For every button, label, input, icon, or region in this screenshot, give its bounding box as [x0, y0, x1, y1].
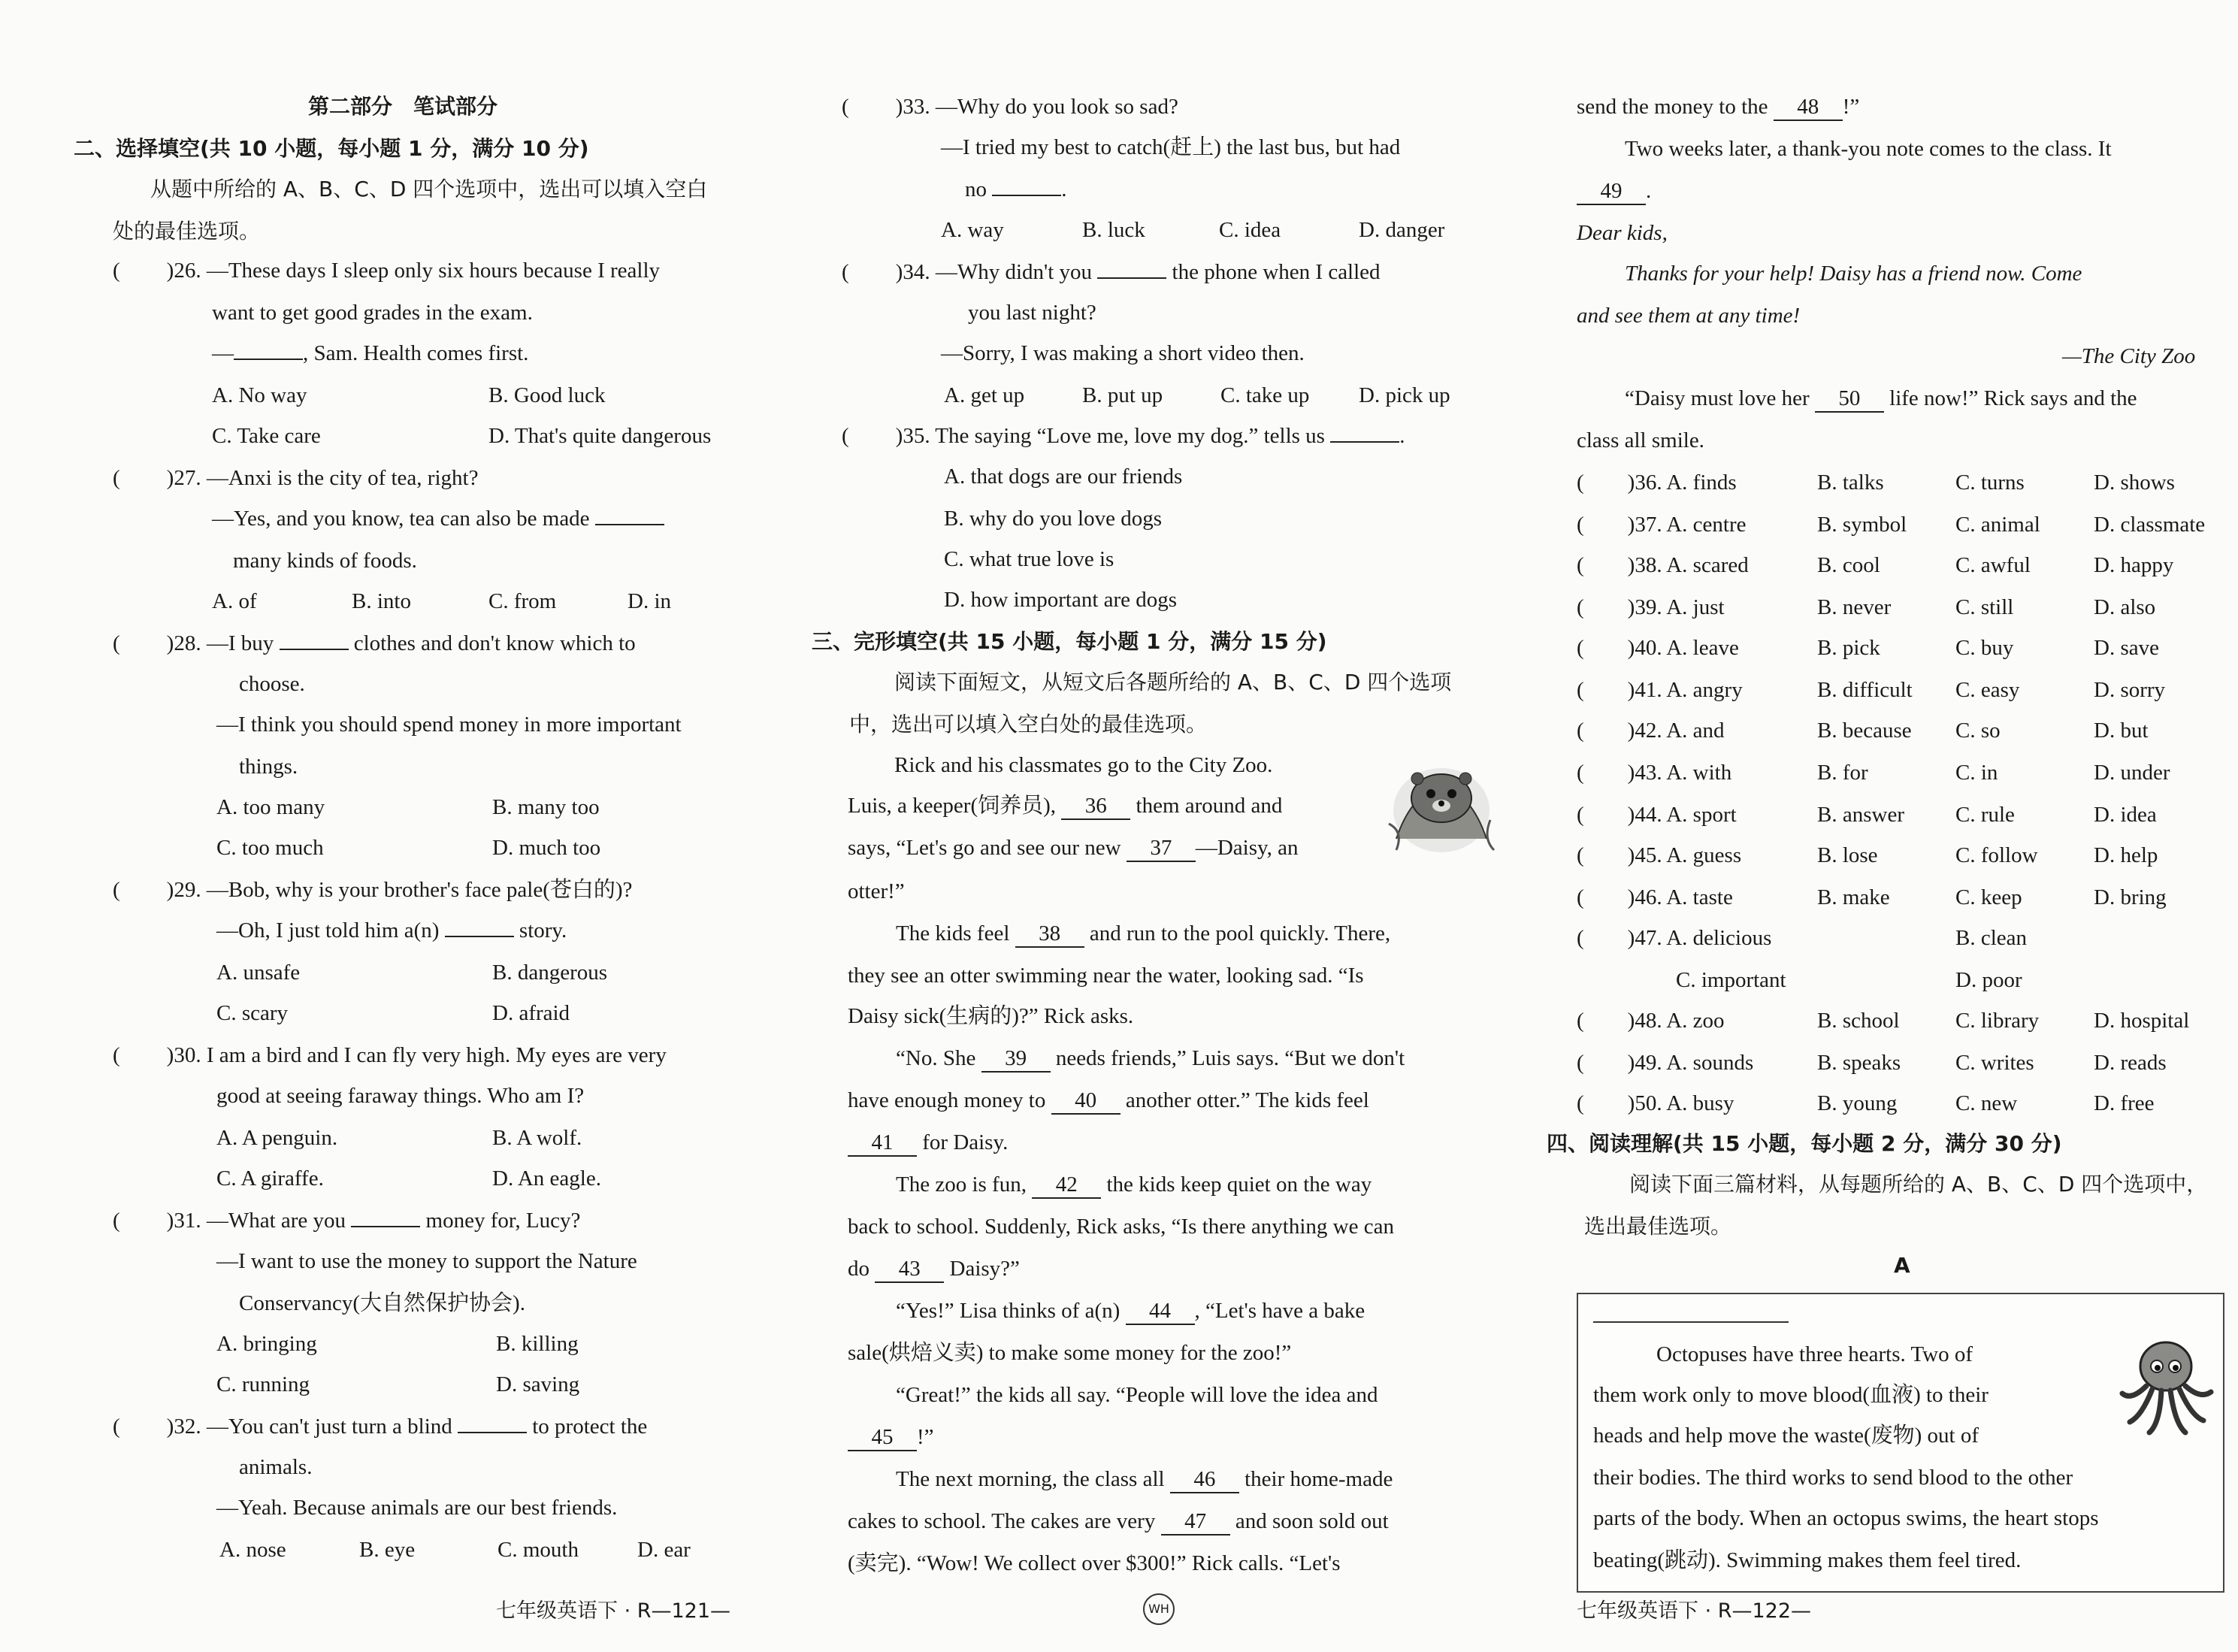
passage-line: back to school. Suddenly, Rick asks, “Is there anything we can	[848, 1215, 1394, 1239]
answer-blank[interactable]	[1097, 277, 1166, 279]
option-b[interactable]: B. answer	[1817, 803, 1904, 827]
option-d[interactable]: D. bring	[2094, 885, 2167, 909]
answer-blank-48[interactable]: 48	[1774, 94, 1843, 121]
option-row-46[interactable]: ( )46. A. taste	[1577, 885, 1733, 909]
option-row-36[interactable]: ( )36. A. finds	[1577, 470, 1737, 495]
question-34-cont: you last night?	[968, 301, 1096, 325]
question-27-response: —Yes, and you know, tea can also be made	[212, 504, 664, 534]
option-b[interactable]: B. many too	[492, 795, 600, 819]
answer-blank[interactable]	[445, 936, 514, 937]
option-c[interactable]: C. so	[1955, 719, 2001, 743]
option-c[interactable]: C. in	[1955, 761, 1998, 785]
answer-blank[interactable]	[992, 195, 1061, 196]
section-4-instructions-cont: 选出最佳选项。	[1584, 1214, 1732, 1239]
passage-line: sale(烘焙义卖) to make some money for the zoo!”	[848, 1341, 1292, 1365]
passage-line: “Great!” the kids all say. “People will love the idea and	[896, 1383, 1378, 1407]
option-a[interactable]: A. No way	[212, 383, 307, 407]
passage-line: otter!”	[848, 879, 905, 903]
section-2-title: 二、选择填空(共 10 小题，每小题 1 分，满分 10 分)	[74, 136, 589, 161]
answer-blank-44[interactable]: 44	[1126, 1298, 1195, 1325]
answer-blank[interactable]	[280, 649, 349, 650]
question-26: ( )26. —These days I sleep only six hours because I really	[113, 259, 661, 283]
option-d[interactable]: D. idea	[2094, 803, 2157, 827]
passage-line: class all smile.	[1577, 428, 1704, 452]
question-32-response: —Yeah. Because animals are our best friends.	[216, 1496, 618, 1520]
option-row-38[interactable]: ( )38. A. scared	[1577, 553, 1749, 577]
option-d[interactable]: D. saving	[496, 1372, 580, 1396]
option-d[interactable]: D. under	[2094, 761, 2170, 785]
passage-line: The next morning, the class all 46 their home-made	[896, 1464, 1393, 1494]
page-footer-left: 七年级英语下 · R—121—	[496, 1599, 731, 1623]
note-body-cont: and see them at any time!	[1577, 304, 1801, 328]
question-30-cont: good at seeing faraway things. Who am I?	[216, 1084, 585, 1108]
option-d[interactable]: D. also	[2094, 595, 2156, 619]
option-row-45[interactable]: ( )45. A. guess	[1577, 843, 1742, 867]
option-b[interactable]: B. into	[352, 589, 411, 613]
question-29-response: —Oh, I just told him a(n) story.	[216, 918, 567, 942]
passage-line: “Yes!” Lisa thinks of a(n) 44 , “Let's have a bake	[896, 1296, 1365, 1326]
option-b[interactable]: B. lose	[1817, 843, 1878, 867]
answer-blank[interactable]	[458, 1432, 527, 1433]
question-26-cont: want to get good grades in the exam.	[212, 301, 533, 325]
answer-blank-42[interactable]: 42	[1032, 1172, 1101, 1199]
question-33-cont: no .	[965, 177, 1067, 201]
question-31: ( )31. —What are you money for, Lucy?	[113, 1209, 581, 1233]
option-d[interactable]: D. shows	[2094, 470, 2175, 495]
octopus-icon	[2116, 1333, 2215, 1439]
option-row-39[interactable]: ( )39. A. just	[1577, 595, 1725, 619]
option-d[interactable]: D. how important are dogs	[944, 588, 1178, 612]
option-c[interactable]: C. buy	[1955, 636, 2014, 660]
option-a[interactable]: A. that dogs are our friends	[944, 464, 1183, 489]
note-greeting: Dear kids,	[1577, 221, 1668, 245]
passage-line: they see an otter swimming near the water, looking sad. “Is	[848, 964, 1364, 988]
answer-blank-39[interactable]: 39	[981, 1045, 1051, 1073]
option-d[interactable]: D. An eagle.	[492, 1166, 601, 1191]
question-27-cont: many kinds of foods.	[233, 549, 417, 573]
answer-blank-46[interactable]: 46	[1170, 1466, 1239, 1493]
option-b[interactable]: B. why do you love dogs	[944, 507, 1162, 531]
option-b[interactable]: B. dangerous	[492, 961, 608, 985]
option-b[interactable]: B. A wolf.	[492, 1126, 582, 1150]
passage-line: “No. She 39 needs friends,” Luis says. “But we don't	[896, 1043, 1405, 1073]
question-35: ( )35. The saying “Love me, love my dog.” tells us .	[842, 424, 1405, 448]
answer-blank[interactable]	[351, 1226, 420, 1227]
option-c[interactable]: C. scary	[216, 1001, 289, 1025]
option-d[interactable]: D. reads	[2094, 1051, 2167, 1075]
passage-line: do 43 Daisy?”	[848, 1254, 1020, 1284]
passage-line: “Daisy must love her 50 life now!” Rick says and the	[1625, 383, 2137, 413]
option-row-43[interactable]: ( )43. A. with	[1577, 761, 1732, 785]
option-d[interactable]: D. poor	[1955, 968, 2022, 992]
option-row-49[interactable]: ( )49. A. sounds	[1577, 1051, 1754, 1075]
question-29: ( )29. —Bob, why is your brother's face pale(苍白的)?	[113, 878, 633, 902]
option-d[interactable]: D. pick up	[1359, 383, 1450, 407]
passage-line: The zoo is fun, 42 the kids keep quiet on the way	[896, 1169, 1372, 1200]
passage-line: their bodies. The third works to send blood to the other	[1593, 1466, 2073, 1490]
passage-line: Daisy sick(生病的)?” Rick asks.	[848, 1004, 1134, 1028]
option-c[interactable]: C. important	[1676, 968, 1786, 992]
option-a[interactable]: A. way	[941, 218, 1004, 242]
option-d[interactable]: D. danger	[1359, 218, 1445, 242]
option-a[interactable]: A. unsafe	[216, 961, 301, 985]
option-d[interactable]: D. but	[2094, 719, 2149, 743]
passage-line: Rick and his classmates go to the City Zoo.	[894, 753, 1273, 777]
section-3-instructions-cont: 中，选出可以填入空白处的最佳选项。	[849, 712, 1208, 737]
question-34-response: —Sorry, I was making a short video then.	[941, 341, 1305, 365]
answer-blank-36[interactable]: 36	[1061, 793, 1130, 820]
option-c[interactable]: C. idea	[1219, 218, 1281, 242]
answer-blank[interactable]	[234, 359, 303, 360]
passage-line: says, “Let's go and see our new 37 —Daisy, an	[848, 833, 1299, 863]
option-c[interactable]: C. awful	[1955, 553, 2031, 577]
question-30: ( )30. I am a bird and I can fly very high. My eyes are very	[113, 1043, 667, 1067]
passage-line: (卖完). “Wow! We collect over $300!” Rick calls. “Let's	[848, 1551, 1341, 1575]
option-c[interactable]: C. Take care	[212, 424, 321, 448]
passage-line: cakes to school. The cakes are very 47 and soon sold out	[848, 1506, 1389, 1536]
answer-blank-38[interactable]: 38	[1015, 921, 1084, 948]
question-33: ( )33. —Why do you look so sad?	[842, 95, 1178, 119]
option-row-44[interactable]: ( )44. A. sport	[1577, 803, 1737, 827]
question-31-response-cont: Conservancy(大自然保护协会).	[239, 1291, 525, 1315]
answer-blank-45[interactable]: 45	[848, 1424, 917, 1451]
section-4-title: 四、阅读理解(共 15 小题，每小题 2 分，满分 30 分)	[1547, 1131, 2062, 1156]
option-a[interactable]: A. A penguin.	[216, 1126, 338, 1150]
option-c[interactable]: C. what true love is	[944, 547, 1114, 571]
option-c[interactable]: C. running	[216, 1372, 310, 1396]
title-rule	[1593, 1321, 1789, 1323]
option-b[interactable]: B. killing	[496, 1332, 579, 1356]
question-28-response-cont: things.	[239, 755, 298, 779]
question-28: ( )28. —I buy clothes and don't know which to	[113, 631, 636, 655]
reading-passage-box	[1577, 1293, 2224, 1593]
option-b[interactable]: B. for	[1817, 761, 1868, 785]
option-d[interactable]: D. free	[2094, 1091, 2155, 1115]
question-27: ( )27. —Anxi is the city of tea, right?	[113, 466, 479, 490]
option-d[interactable]: D. in	[628, 589, 671, 613]
question-33-response: —I tried my best to catch(赶上) the last bus, but had	[941, 135, 1401, 159]
option-c[interactable]: C. still	[1955, 595, 2014, 619]
option-a[interactable]: A. too many	[216, 795, 325, 819]
option-b[interactable]: B. never	[1817, 595, 1892, 619]
passage-line: Octopuses have three hearts. Two of	[1656, 1342, 1973, 1366]
answer-blank[interactable]	[1330, 441, 1399, 443]
question-34: ( )34. —Why didn't you the phone when I called	[842, 260, 1381, 284]
passage-line: beating(跳动). Swimming makes them feel tired.	[1593, 1548, 2022, 1572]
answer-blank[interactable]	[595, 524, 664, 525]
section-2-instructions: 从题中所给的 A、B、C、D 四个选项中，选出可以填入空白	[150, 177, 708, 201]
section-4-instructions: 阅读下面三篇材料，从每题所给的 A、B、C、D 四个选项中，	[1629, 1172, 2208, 1197]
section-2-instructions-cont: 处的最佳选项。	[113, 219, 261, 244]
option-b[interactable]: B. clean	[1955, 926, 2028, 950]
section-3-title: 三、完形填空(共 15 小题，每小题 1 分，满分 15 分)	[812, 629, 1327, 654]
option-c[interactable]: C. easy	[1955, 678, 2020, 702]
option-b[interactable]: B. eye	[359, 1538, 416, 1562]
option-c[interactable]: C. turns	[1955, 470, 2025, 495]
option-d[interactable]: D. afraid	[492, 1001, 570, 1025]
option-b[interactable]: B. luck	[1082, 218, 1145, 242]
passage-line: 49 .	[1577, 176, 1651, 206]
question-31-response: —I want to use the money to support the Nature	[216, 1249, 637, 1273]
page-footer-right: 七年级英语下 · R—122—	[1577, 1599, 1812, 1623]
option-d[interactable]: D. sorry	[2094, 678, 2166, 702]
note-signature: —The City Zoo	[2062, 344, 2196, 368]
option-row-50[interactable]: ( )50. A. busy	[1577, 1091, 1734, 1115]
option-row-41[interactable]: ( )41. A. angry	[1577, 678, 1743, 702]
option-a[interactable]: A. get up	[944, 383, 1025, 407]
question-28-cont: choose.	[239, 672, 305, 696]
answer-blank-43[interactable]: 43	[875, 1256, 944, 1283]
option-d[interactable]: D. classmate	[2094, 513, 2206, 537]
option-row-42[interactable]: ( )42. A. and	[1577, 719, 1725, 743]
question-26-response: — , Sam. Health comes first.	[212, 341, 529, 365]
otter-illustration	[1381, 749, 1502, 861]
option-row-40[interactable]: ( )40. A. leave	[1577, 636, 1739, 660]
option-b[interactable]: B. make	[1817, 885, 1890, 909]
passage-line: heads and help move the waste(废物) out of	[1593, 1424, 1979, 1448]
passage-line: them work only to move blood(血液) to their	[1593, 1383, 1988, 1407]
question-32-cont: animals.	[239, 1455, 313, 1479]
question-32: ( )32. —You can't just turn a blind to protect the	[113, 1414, 648, 1439]
option-c[interactable]: C. keep	[1955, 885, 2022, 909]
option-c[interactable]: C. writes	[1955, 1051, 2034, 1075]
passage-label: A	[1894, 1253, 1910, 1278]
option-b[interactable]: B. school	[1817, 1009, 1900, 1033]
option-c[interactable]: C. too much	[216, 836, 324, 860]
option-b[interactable]: B. pick	[1817, 636, 1880, 660]
option-d[interactable]: D. save	[2094, 636, 2159, 660]
option-a[interactable]: A. of	[212, 589, 257, 613]
option-c[interactable]: C. follow	[1955, 843, 2038, 867]
option-c[interactable]: C. take up	[1220, 383, 1310, 407]
note-body: Thanks for your help! Daisy has a friend now. Come	[1625, 262, 2082, 286]
option-d[interactable]: D. happy	[2094, 553, 2174, 577]
passage-line: 41 for Daisy.	[848, 1127, 1008, 1157]
option-a[interactable]: A. bringing	[216, 1332, 317, 1356]
option-row-47[interactable]: ( )47. A. delicious	[1577, 926, 1772, 950]
option-b[interactable]: B. speaks	[1817, 1051, 1901, 1075]
option-c[interactable]: C. rule	[1955, 803, 2015, 827]
option-d[interactable]: D. help	[2094, 843, 2158, 867]
option-d[interactable]: D. That's quite dangerous	[488, 424, 712, 448]
answer-blank-40[interactable]: 40	[1051, 1088, 1121, 1115]
option-b[interactable]: B. difficult	[1817, 678, 1913, 702]
option-b[interactable]: B. cool	[1817, 553, 1880, 577]
option-d[interactable]: D. ear	[637, 1538, 691, 1562]
passage-line: send the money to the 48 !”	[1577, 92, 1859, 122]
publisher-logo: WH	[1143, 1593, 1175, 1625]
option-c[interactable]: C. animal	[1955, 513, 2040, 537]
option-c[interactable]: C. mouth	[498, 1538, 579, 1562]
option-b[interactable]: B. because	[1817, 719, 1912, 743]
option-row-48[interactable]: ( )48. A. zoo	[1577, 1009, 1725, 1033]
question-28-response: —I think you should spend money in more important	[216, 713, 682, 737]
option-c[interactable]: C. from	[488, 589, 557, 613]
option-b[interactable]: B. put up	[1082, 383, 1163, 407]
option-c[interactable]: C. library	[1955, 1009, 2040, 1033]
option-b[interactable]: B. young	[1817, 1091, 1898, 1115]
section-3-instructions: 阅读下面短文，从短文后各题所给的 A、B、C、D 四个选项	[894, 670, 1452, 694]
answer-blank-37[interactable]: 37	[1127, 835, 1196, 862]
answer-blank-50[interactable]: 50	[1815, 386, 1884, 413]
passage-line: The kids feel 38 and run to the pool quickly. There,	[896, 918, 1390, 949]
option-d[interactable]: D. hospital	[2094, 1009, 2190, 1033]
part-title: 第二部分 笔试部分	[308, 94, 498, 119]
passage-line: have enough money to 40 another otter.” The kids feel	[848, 1085, 1369, 1115]
option-b[interactable]: B. talks	[1817, 470, 1884, 495]
option-b[interactable]: B. symbol	[1817, 513, 1907, 537]
passage-line: Two weeks later, a thank-you note comes to the class. It	[1625, 137, 2112, 161]
answer-blank-49[interactable]: 49	[1577, 178, 1646, 205]
passage-line: parts of the body. When an octopus swims, the heart stops	[1593, 1506, 2099, 1530]
passage-line: Luis, a keeper(饲养员), 36 them around and	[848, 791, 1282, 821]
option-c[interactable]: C. A giraffe.	[216, 1166, 324, 1191]
option-b[interactable]: B. Good luck	[488, 383, 606, 407]
answer-blank-41[interactable]: 41	[848, 1130, 917, 1157]
option-row-37[interactable]: ( )37. A. centre	[1577, 513, 1747, 537]
answer-blank-47[interactable]: 47	[1161, 1508, 1230, 1536]
option-c[interactable]: C. new	[1955, 1091, 2018, 1115]
passage-line: 45 !”	[848, 1422, 934, 1452]
option-d[interactable]: D. much too	[492, 836, 601, 860]
option-a[interactable]: A. nose	[219, 1538, 286, 1562]
